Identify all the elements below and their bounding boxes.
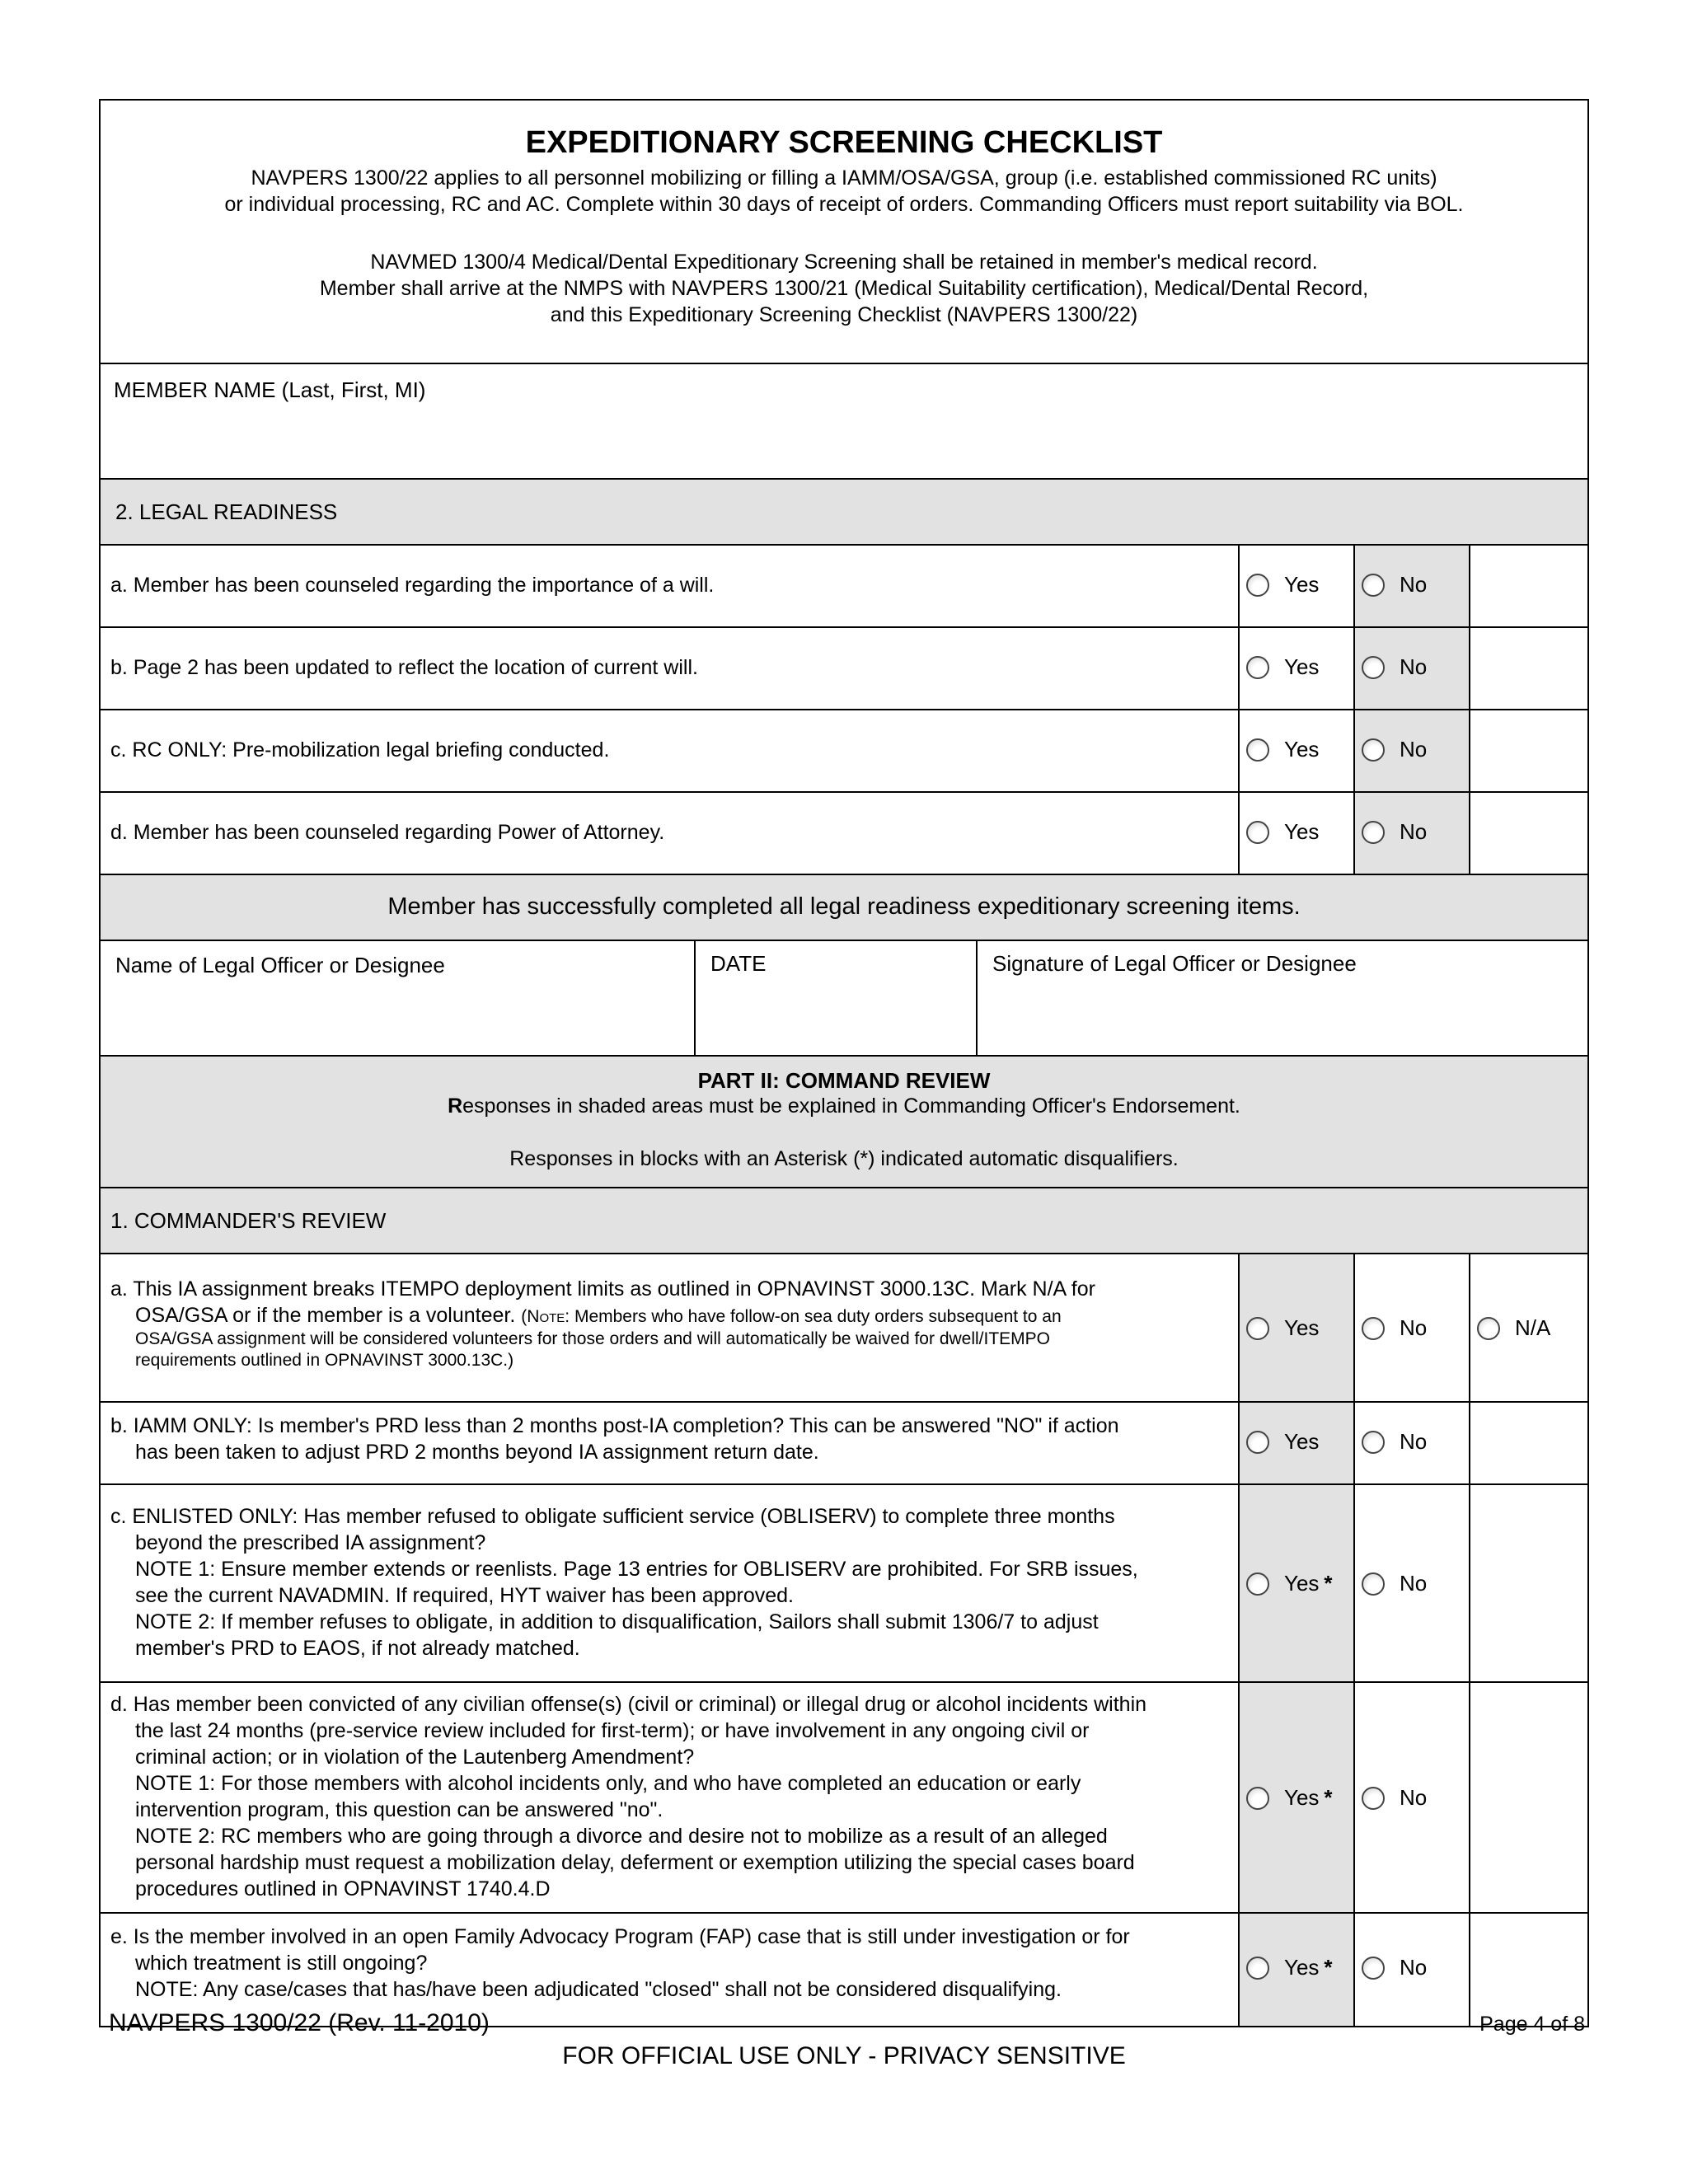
header-line-4: Member shall arrive at the NMPS with NAVPERS 1300/21 (Medical Suitability certification), Medical/Dental Record,: [319, 277, 1369, 300]
yes-cell: [1238, 710, 1353, 791]
no-label: No: [1400, 1429, 1428, 1454]
yes-label: Yes: [1284, 1955, 1320, 1980]
legal-readiness-title: 2. LEGAL READINESS: [115, 499, 338, 524]
no-label: No: [1400, 1785, 1428, 1810]
no-cell: [1353, 1485, 1469, 1681]
no-label: No: [1400, 737, 1428, 762]
date-field[interactable]: [694, 941, 976, 1055]
item-b-line1: b. IAMM ONLY: Is member's PRD less than 2 months post-IA completion? This can be answered "NO" if action: [110, 1414, 1119, 1437]
no-label: No: [1400, 1315, 1428, 1340]
yes-radio-option[interactable]: [1246, 572, 1319, 598]
blank-cell: [1469, 1403, 1587, 1483]
radio-button[interactable]: [1362, 1787, 1385, 1810]
blank-cell: [1469, 1914, 1587, 2026]
radio-button[interactable]: [1362, 1572, 1385, 1596]
signature-field[interactable]: [976, 941, 1587, 1055]
legal-item-c: [101, 710, 1587, 793]
radio-button[interactable]: [1246, 1787, 1269, 1810]
yes-cell: [1238, 1403, 1353, 1483]
yes-radio-option[interactable]: [1246, 654, 1319, 680]
part2-line2: Responses in blocks with an Asterisk (*) indicated automatic disqualifiers.: [509, 1147, 1179, 1170]
commander-item-c-text: [110, 1503, 1231, 1661]
no-label: No: [1400, 654, 1428, 679]
yes-label: Yes: [1284, 737, 1320, 762]
no-radio-option[interactable]: [1362, 654, 1427, 680]
yes-label: Yes: [1284, 654, 1320, 679]
form-title: EXPEDITIONARY SCREENING CHECKLIST: [525, 125, 1163, 160]
legal-item-b: [101, 628, 1587, 710]
yes-radio-option[interactable]: [1246, 1315, 1319, 1341]
date-label: DATE: [710, 951, 767, 976]
radio-button[interactable]: [1362, 1317, 1385, 1340]
radio-button[interactable]: [1362, 656, 1385, 679]
yes-cell: [1238, 628, 1353, 709]
classification-banner: FOR OFFICIAL USE ONLY - PRIVACY SENSITIVE: [562, 2042, 1126, 2069]
part2-title: PART II: COMMAND REVIEW: [697, 1068, 991, 1093]
member-name-field[interactable]: [101, 364, 1587, 480]
no-cell: [1353, 1683, 1469, 1912]
yes-label: Yes: [1284, 1315, 1320, 1340]
yes-cell: [1238, 1914, 1353, 2026]
legal-item-a: [101, 546, 1587, 628]
no-radio-option[interactable]: [1362, 1571, 1427, 1596]
commander-item-b: [101, 1403, 1587, 1485]
blank-cell: [1469, 1485, 1587, 1681]
form-id: NAVPERS 1300/22 (Rev. 11-2010): [109, 2009, 490, 2036]
yes-cell: [1238, 1254, 1353, 1401]
item-a-note-open: (N: [521, 1307, 540, 1326]
no-label: No: [1400, 1955, 1428, 1980]
item-d-line5: intervention program, this question can be answered "no".: [135, 1798, 663, 1821]
no-radio-option[interactable]: [1362, 1429, 1427, 1455]
radio-button[interactable]: [1477, 1317, 1500, 1340]
form-header: [101, 101, 1587, 364]
legal-item-d-text: d. Member has been counseled regarding Power of Attorney.: [110, 821, 665, 844]
yes-radio-option[interactable]: [1246, 737, 1319, 762]
yes-cell: [1238, 1485, 1353, 1681]
yes-cell: [1238, 546, 1353, 626]
item-d-line7: personal hardship must request a mobilization delay, deferment or exemption utilizing the special cases board: [135, 1851, 1135, 1874]
yes-radio-option[interactable]: [1246, 819, 1319, 845]
no-label: No: [1400, 572, 1428, 597]
item-e-line2: which treatment is still ongoing?: [135, 1952, 428, 1975]
asterisk-mark: *: [1324, 1785, 1333, 1810]
no-label: No: [1400, 1571, 1428, 1596]
item-c-line4: see the current NAVADMIN. If required, HYT waiver has been approved.: [135, 1584, 794, 1607]
yes-radio-option[interactable]: [1246, 1571, 1333, 1596]
no-cell: [1353, 546, 1469, 626]
item-a-note-rest: : Members who have follow-on sea duty orders subsequent to an: [565, 1307, 1062, 1326]
legal-readiness-heading: [101, 480, 1587, 546]
signature-label: Signature of Legal Officer or Designee: [992, 951, 1357, 976]
commander-item-d: [101, 1683, 1587, 1914]
no-cell: [1353, 1914, 1469, 2026]
radio-button[interactable]: [1246, 1957, 1269, 1980]
yes-cell: [1238, 1683, 1353, 1912]
item-a-line1: a. This IA assignment breaks ITEMPO deployment limits as outlined in OPNAVINST 3000.13C. Mark N/A for: [110, 1277, 1095, 1301]
radio-button[interactable]: [1246, 738, 1269, 762]
radio-button[interactable]: [1362, 574, 1385, 597]
item-e-line1: e. Is the member involved in an open Family Advocacy Program (FAP) case that is still under investigation or for: [110, 1925, 1130, 1948]
radio-button[interactable]: [1246, 1317, 1269, 1340]
no-cell: [1353, 1254, 1469, 1401]
radio-button[interactable]: [1362, 738, 1385, 762]
item-c-line1: c. ENLISTED ONLY: Has member refused to obligate sufficient service (OBLISERV) to complete three months: [110, 1505, 1115, 1528]
commander-item-c: [101, 1485, 1587, 1683]
item-c-line5: NOTE 2: If member refuses to obligate, in addition to disqualification, Sailors shall submit 1306/7 to adjust: [135, 1610, 1099, 1633]
no-radio-option[interactable]: [1362, 1785, 1427, 1811]
commander-item-b-text: [110, 1413, 1231, 1465]
no-radio-option[interactable]: [1362, 737, 1427, 762]
radio-button[interactable]: [1246, 574, 1269, 597]
item-d-line2: the last 24 months (pre-service review included for first-term); or have involvement in any ongoing civil or: [135, 1719, 1090, 1742]
blank-cell: [1469, 710, 1587, 791]
header-line-5: and this Expeditionary Screening Checklist (NAVPERS 1300/22): [550, 303, 1138, 326]
yes-radio-option[interactable]: [1246, 1429, 1319, 1455]
item-c-line2: beyond the prescribed IA assignment?: [135, 1531, 486, 1554]
radio-button[interactable]: [1362, 1431, 1385, 1454]
no-cell: [1353, 1403, 1469, 1483]
no-radio-option[interactable]: [1362, 1315, 1427, 1341]
yes-label: Yes: [1284, 1571, 1320, 1596]
item-e-line3: NOTE: Any case/cases that has/have been adjudicated "closed" shall not be considered disqualifying.: [135, 1978, 1062, 2001]
legal-completed-text: Member has successfully completed all legal readiness expeditionary screening items.: [387, 893, 1301, 920]
item-d-line8: procedures outlined in OPNAVINST 1740.4.D: [135, 1877, 551, 1900]
commander-item-a: [101, 1254, 1587, 1403]
no-label: No: [1400, 819, 1428, 844]
no-cell: [1353, 628, 1469, 709]
radio-button[interactable]: [1246, 1431, 1269, 1454]
yes-radio-option[interactable]: [1246, 1785, 1333, 1811]
radio-button[interactable]: [1362, 821, 1385, 844]
legal-item-a-text: a. Member has been counseled regarding the importance of a will.: [110, 574, 715, 597]
yes-label: Yes: [1284, 1429, 1320, 1454]
item-d-line6: NOTE 2: RC members who are going through a divorce and desire not to mobilize as a result of an alleged: [135, 1825, 1108, 1848]
item-a-line2-text: OSA/GSA or if the member is a volunteer.: [135, 1304, 516, 1327]
commander-item-d-text: [110, 1691, 1231, 1902]
item-d-line3: criminal action; or in violation of the Lautenberg Amendment?: [135, 1746, 695, 1769]
item-d-line1: d. Has member been convicted of any civilian offense(s) (civil or criminal) or illegal drug or alcohol incidents within: [110, 1693, 1147, 1716]
legal-item-d: [101, 793, 1587, 875]
no-radio-option[interactable]: [1362, 819, 1427, 845]
item-a-note-word: ote: [539, 1307, 565, 1326]
commander-review-heading: [101, 1188, 1587, 1254]
item-c-line3: NOTE 1: Ensure member extends or reenlists. Page 13 entries for OBLISERV are prohibited. For SRB issues,: [135, 1558, 1138, 1581]
commander-item-a-text: [110, 1276, 1231, 1371]
header-line-3: NAVMED 1300/4 Medical/Dental Expeditionary Screening shall be retained in member's medical record.: [370, 251, 1318, 274]
radio-button[interactable]: [1246, 821, 1269, 844]
part2-line1-rest: esponses in shaded areas must be explained in Commanding Officer's Endorsement.: [462, 1094, 1240, 1118]
header-line-1: NAVPERS 1300/22 applies to all personnel mobilizing or filling a IAMM/OSA/GSA, group (i.e. established commissioned RC units): [251, 166, 1437, 190]
header-line-2: or individual processing, RC and AC. Complete within 30 days of receipt of orders. Commanding Officers must report suitability via BOL.: [224, 193, 1464, 216]
yes-cell: [1238, 793, 1353, 874]
radio-button[interactable]: [1246, 656, 1269, 679]
item-a-line2: [110, 1302, 1231, 1329]
yes-label: Yes: [1284, 1785, 1320, 1810]
page-number: Page 4 of 8: [1479, 2013, 1585, 2036]
checklist-form: [99, 99, 1589, 2027]
commander-review-title: 1. COMMANDER'S REVIEW: [110, 1208, 387, 1233]
part2-banner: [101, 1057, 1587, 1188]
blank-cell: [1469, 1683, 1587, 1912]
yes-label: Yes: [1284, 572, 1320, 597]
blank-cell: [1469, 628, 1587, 709]
asterisk-mark: *: [1324, 1571, 1333, 1596]
item-a-line4: requirements outlined in OPNAVINST 3000.13C.): [135, 1351, 514, 1370]
radio-button[interactable]: [1362, 1957, 1385, 1980]
no-cell: [1353, 793, 1469, 874]
na-cell: [1469, 1254, 1587, 1401]
asterisk-mark: *: [1324, 1955, 1333, 1980]
legal-item-b-text: b. Page 2 has been updated to reflect the location of current will.: [110, 656, 698, 679]
no-radio-option[interactable]: [1362, 1955, 1427, 1980]
blank-cell: [1469, 793, 1587, 874]
legal-officer-row: [101, 941, 1587, 1057]
yes-label: Yes: [1284, 819, 1320, 844]
item-a-line3: OSA/GSA assignment will be considered volunteers for those orders and will automatically be waived for dwell/ITEMPO: [135, 1329, 1051, 1348]
part2-line1: [101, 1094, 1587, 1118]
na-label: N/A: [1515, 1315, 1551, 1340]
part2-line1-initial: R: [448, 1094, 463, 1118]
no-cell: [1353, 710, 1469, 791]
item-d-line4: NOTE 1: For those members with alcohol incidents only, and who have completed an education or early: [135, 1772, 1081, 1795]
item-c-line6: member's PRD to EAOS, if not already matched.: [135, 1637, 580, 1660]
member-name-label: MEMBER NAME (Last, First, MI): [114, 377, 426, 402]
radio-button[interactable]: [1246, 1572, 1269, 1596]
commander-item-e-text: [110, 1924, 1231, 2003]
blank-cell: [1469, 546, 1587, 626]
legal-officer-name-field[interactable]: [101, 941, 694, 1055]
na-radio-option[interactable]: [1477, 1315, 1550, 1341]
legal-item-c-text: c. RC ONLY: Pre-mobilization legal briefing conducted.: [110, 738, 610, 762]
legal-officer-name-label: Name of Legal Officer or Designee: [115, 953, 445, 977]
item-b-line2: has been taken to adjust PRD 2 months beyond IA assignment return date.: [135, 1441, 819, 1464]
yes-radio-option[interactable]: [1246, 1955, 1333, 1980]
no-radio-option[interactable]: [1362, 572, 1427, 598]
legal-completed-banner: [101, 875, 1587, 941]
